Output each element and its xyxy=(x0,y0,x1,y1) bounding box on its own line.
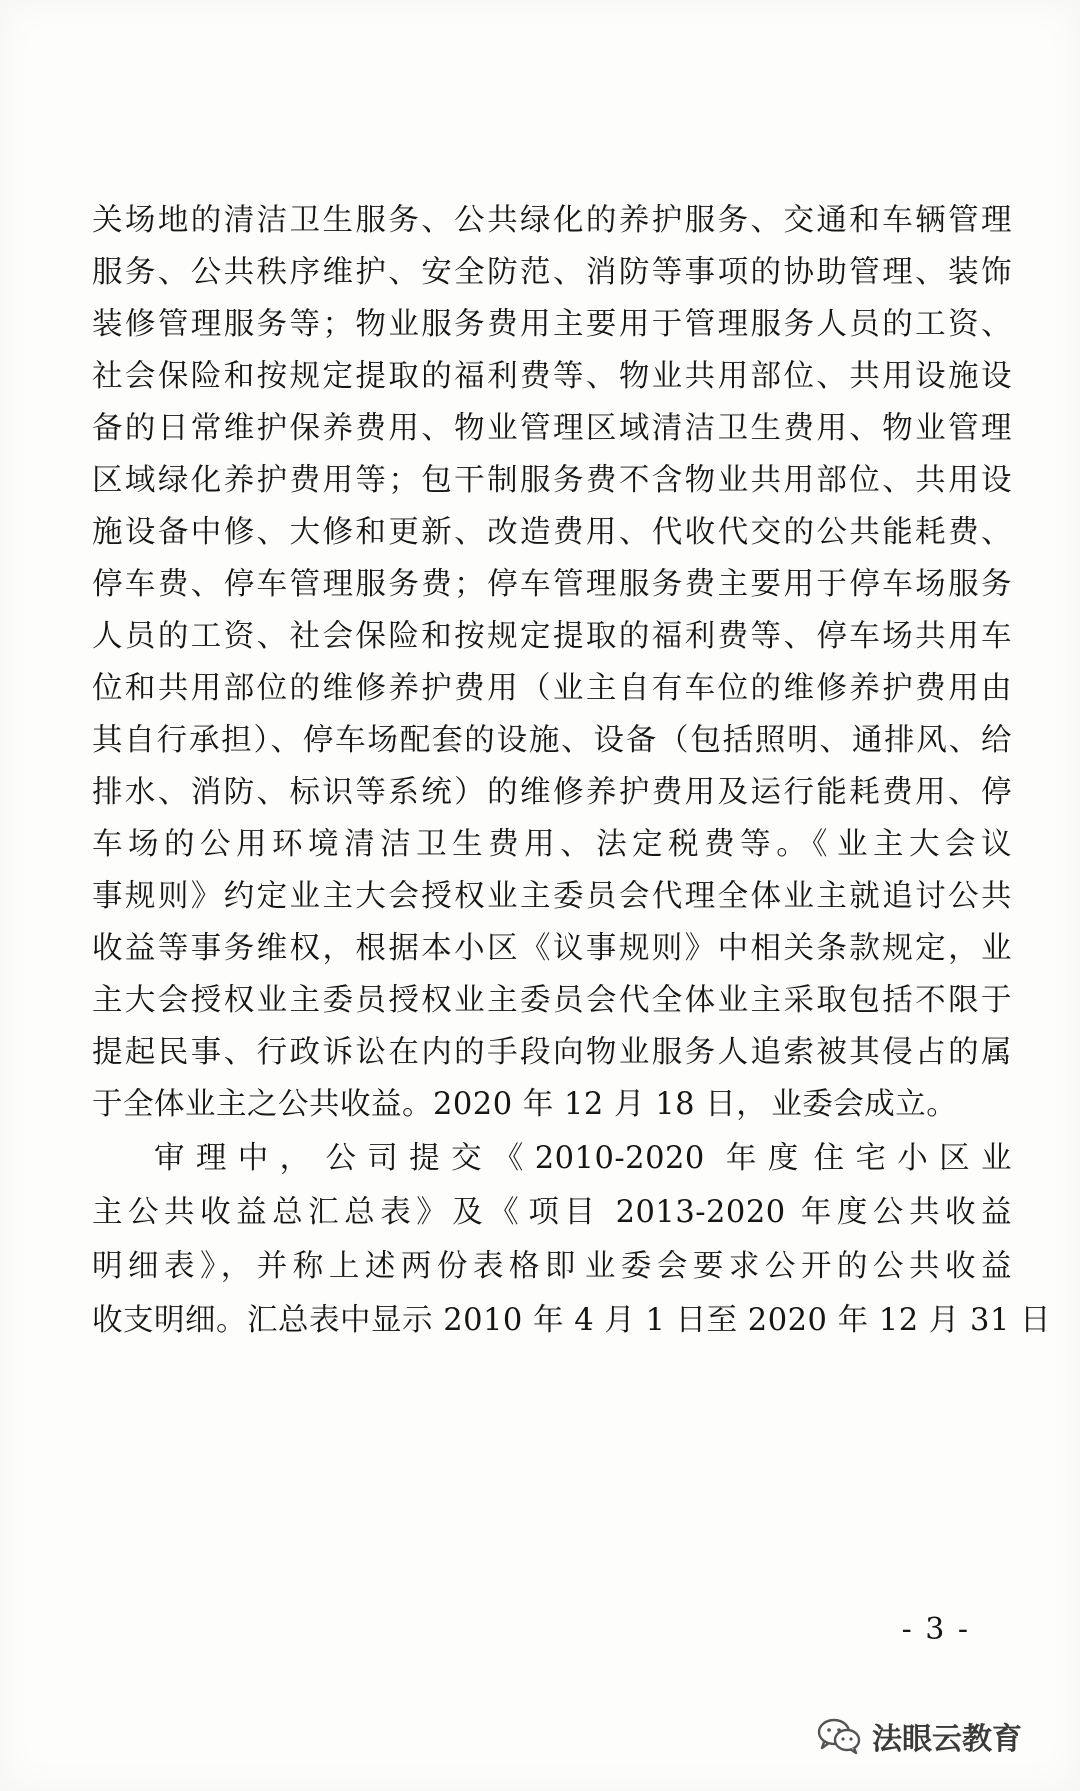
text-line-20 xyxy=(92,1188,1012,1238)
text-line-15 xyxy=(92,924,1012,974)
line-text: 住宅小区业 xyxy=(813,1141,1012,1176)
text-line-12 xyxy=(92,768,1012,818)
text-line-21 xyxy=(92,1242,1012,1292)
line-text: 人员的工资、社会保险和按规定提取的福利费等、停车场共用车 xyxy=(92,619,1012,654)
line-text: 项目 2013-2020 年度公共收益 xyxy=(528,1195,1013,1230)
watermark-text: 法眼云教育 xyxy=(872,1722,1022,1757)
text-line-7 xyxy=(92,508,1012,558)
text-line-1 xyxy=(92,196,1012,246)
text-line-3 xyxy=(92,300,1012,350)
text-line-5 xyxy=(92,404,1012,454)
text-line-11 xyxy=(92,716,1012,766)
line-text: 业主大会议 xyxy=(836,827,1013,862)
text-line-22 xyxy=(92,1296,1052,1346)
text-line-17 xyxy=(92,1028,1012,1078)
line-text: 备的日常维护保养费用、物业管理区域清洁卫生费用、物业管理 xyxy=(92,411,1012,446)
text-line-6 xyxy=(92,456,1012,506)
line-text: 收支明细。汇总表中显示 2010 年 4 月 1 日至 2020 年 12 月 31 日 xyxy=(92,1303,1052,1338)
text-line-13 xyxy=(92,820,1012,870)
line-text: 服务、公共秩序维护、安全防范、消防等事项的协助管理、装饰 xyxy=(92,255,1012,290)
text-line-4 xyxy=(92,352,1012,402)
text-line-14 xyxy=(92,872,1012,922)
watermark xyxy=(816,1712,1022,1760)
line-text: 审理中， xyxy=(154,1141,322,1176)
line-text: 事规则》约定业主大会授权业主委员会代理全体业主就追讨公共 xyxy=(92,879,1012,914)
text-line-9 xyxy=(92,612,1012,662)
text-line-10 xyxy=(92,664,1012,714)
line-text: 停车费、停车管理服务费；停车管理服务费主要用于停车场服务 xyxy=(92,567,1012,602)
text-line-16 xyxy=(92,976,1012,1026)
text-line-2 xyxy=(92,248,1012,298)
line-text: 于全体业主之公共收益。2020 年 12 月 18 日， xyxy=(92,1087,768,1122)
line-text: 明细表》，并称上述两份表格即 xyxy=(92,1249,581,1284)
line-text: 业委会成立。 xyxy=(771,1087,958,1122)
text-line-19 xyxy=(154,1134,1012,1184)
line-text: 区域绿化养护费用等；包干制服务费不含物业共用部位、共用设 xyxy=(92,463,1012,498)
line-text: 主大会授权业主委员授权业主委员会代全体业主采取包括不限于 xyxy=(92,983,1012,1018)
line-text: 位和共用部位的维修养护费用（业主自有车位的维修养护费用由 xyxy=(92,671,1012,706)
line-text: 主公共收益总汇总表》及《 xyxy=(92,1195,525,1230)
line-text: 业委会要求公开的公共收益 xyxy=(584,1249,1012,1284)
line-text: 公司提交《2010-2020 年度 xyxy=(325,1141,810,1176)
text-line-8 xyxy=(92,560,1012,610)
line-text: 提起民事、行政诉讼在内的手段向物业服务人追索被其侵占的属 xyxy=(92,1035,1012,1070)
page-number: - 3 - xyxy=(901,1612,970,1647)
wechat-icon xyxy=(816,1716,862,1756)
line-text: 社会保险和按规定提取的福利费等、物业共用部位、共用设施设 xyxy=(92,359,1012,394)
line-text: 收益等事务维权，根据本小区《议事规则》中相关条款规定，业 xyxy=(92,931,1012,966)
line-text: 施设备中修、大修和更新、改造费用、代收代交的公共能耗费、 xyxy=(92,515,1012,550)
line-text: 车场的公用环境清洁卫生费用、法定税费等。《 xyxy=(92,827,833,862)
text-line-18 xyxy=(92,1080,1012,1130)
line-text: 装修管理服务等；物业服务费用主要用于管理服务人员的工资、 xyxy=(92,307,1012,342)
line-text: 关场地的清洁卫生服务、公共绿化的养护服务、交通和车辆管理 xyxy=(92,203,1012,238)
line-text: 排水、消防、标识等系统）的维修养护费用及运行能耗费用、停 xyxy=(92,775,1012,810)
line-text: 其自行承担）、停车场配套的设施、设备（包括照明、通排风、给 xyxy=(92,723,1012,758)
